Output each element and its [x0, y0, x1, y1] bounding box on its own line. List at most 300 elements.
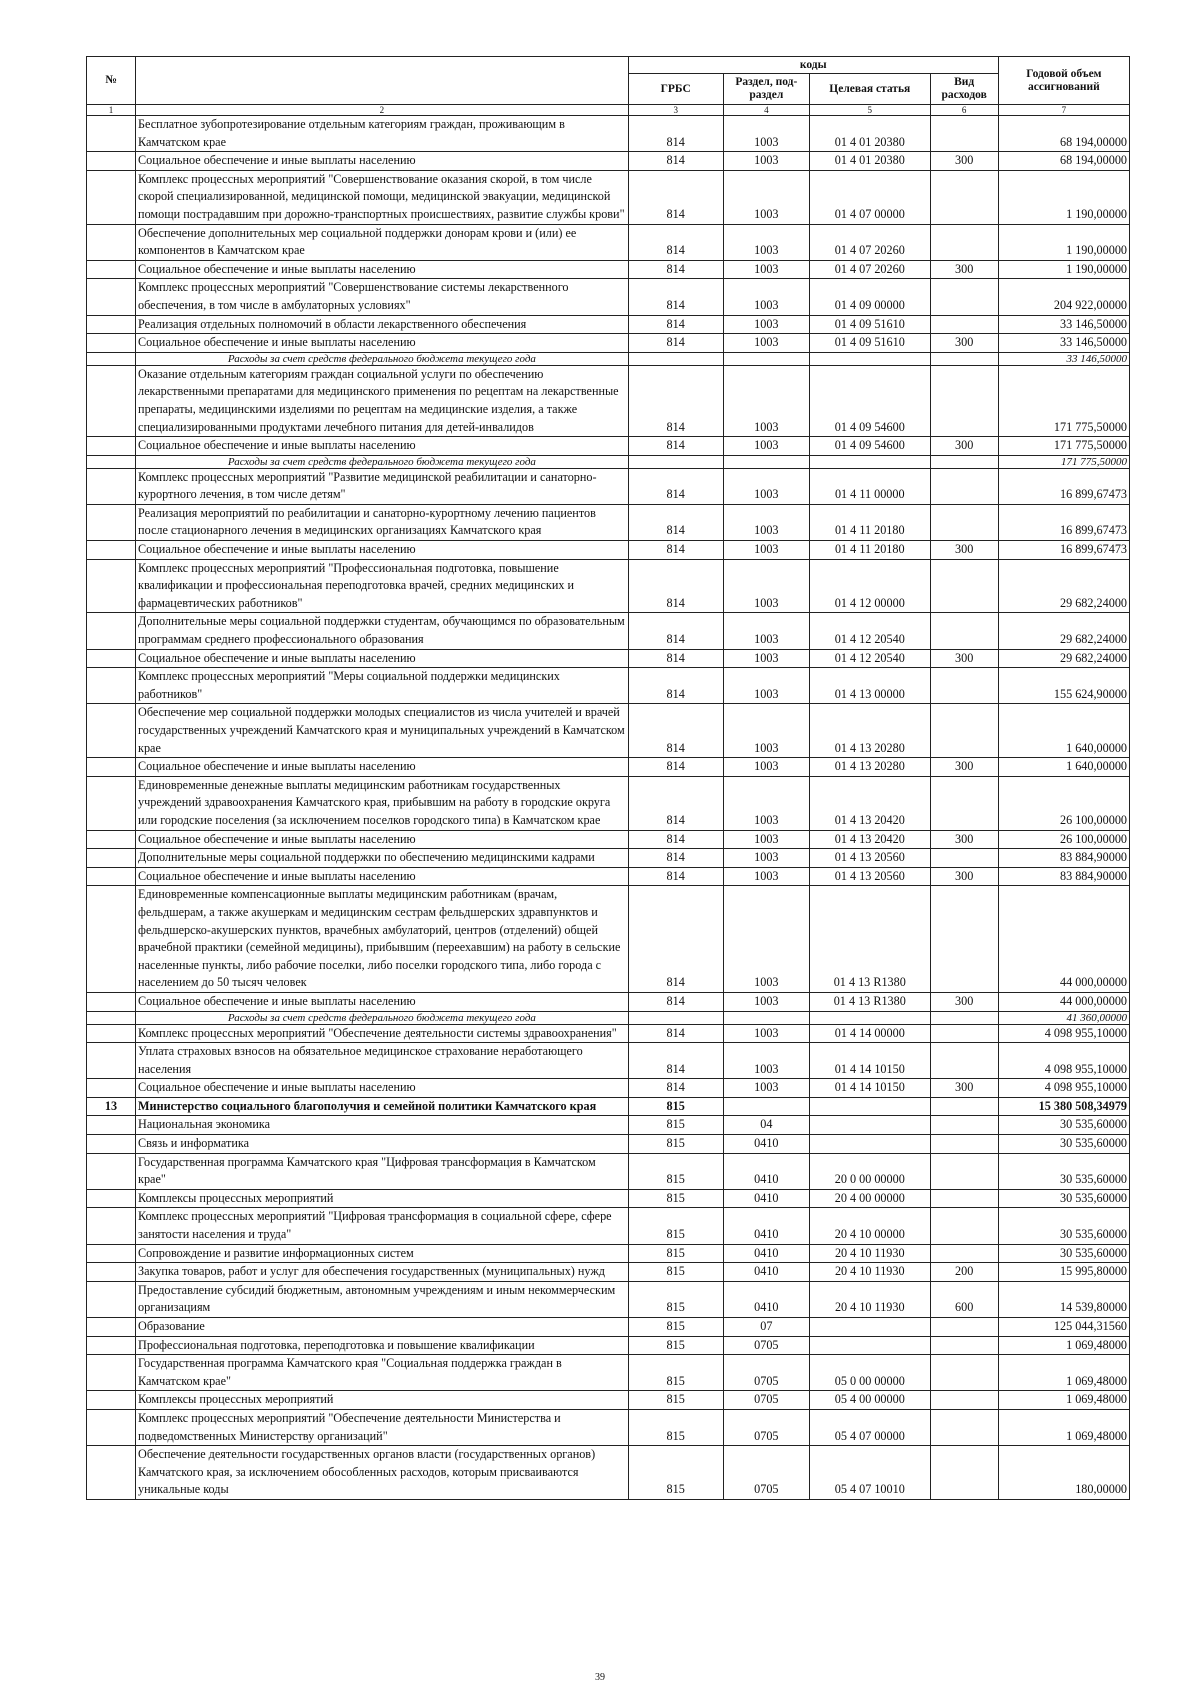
target-article-code: 01 4 07 00000: [810, 170, 931, 224]
page-number: 39: [595, 1672, 605, 1683]
row-number: [87, 1135, 136, 1154]
amount: 1 069,48000: [998, 1355, 1129, 1391]
amount: 83 884,90000: [998, 849, 1129, 868]
amount: 171 775,50000: [998, 455, 1129, 468]
grbs-code: 814: [628, 992, 723, 1011]
table-row: [87, 613, 1130, 649]
row-number: [87, 1281, 136, 1317]
target-article-code: 01 4 09 51610: [810, 315, 931, 334]
section-code: 1003: [723, 886, 809, 993]
item-name: Дополнительные меры социальной поддержки студентам, обучающимся по образовательным программам среднего профессионального образования: [136, 613, 629, 649]
amount: 44 000,00000: [998, 886, 1129, 993]
target-article-code: 01 4 14 10150: [810, 1079, 931, 1098]
grbs-code: 814: [628, 365, 723, 436]
amount: 1 069,48000: [998, 1409, 1129, 1445]
amount: 68 194,00000: [998, 116, 1129, 152]
row-number: [87, 1263, 136, 1282]
target-article-code: 20 4 10 11930: [810, 1281, 931, 1317]
target-article-code: 01 4 13 R1380: [810, 992, 931, 1011]
amount: 204 922,00000: [998, 279, 1129, 315]
table-row: [87, 365, 1130, 436]
section-code: 1003: [723, 504, 809, 540]
row-number: [87, 334, 136, 353]
target-article-code: 01 4 11 20180: [810, 504, 931, 540]
section-code: 1003: [723, 992, 809, 1011]
target-article-code: [810, 352, 931, 365]
grbs-code: 815: [628, 1318, 723, 1337]
item-name: Государственная программа Камчатского края "Социальная поддержка граждан в Камчатском крае": [136, 1355, 629, 1391]
expense-kind-code: 300: [930, 867, 998, 886]
item-name: Реализация отдельных полномочий в области лекарственного обеспечения: [136, 315, 629, 334]
expense-kind-code: [930, 1116, 998, 1135]
target-article-code: 01 4 13 20560: [810, 867, 931, 886]
section-code: 0410: [723, 1153, 809, 1189]
col-index: 6: [930, 105, 998, 116]
table-row: [87, 224, 1130, 260]
item-name: Комплекс процессных мероприятий "Развитие медицинской реабилитации и санаторно-курортного лечения, в том числе детям": [136, 468, 629, 504]
grbs-code: 814: [628, 260, 723, 279]
appropriations-table: [86, 56, 1130, 1500]
section-code: 1003: [723, 260, 809, 279]
amount: 33 146,50000: [998, 352, 1129, 365]
section-code: 1003: [723, 758, 809, 777]
amount: 29 682,24000: [998, 649, 1129, 668]
table-row: [87, 830, 1130, 849]
row-number: [87, 1244, 136, 1263]
section-code: 1003: [723, 830, 809, 849]
section-code: 1003: [723, 279, 809, 315]
grbs-code: 814: [628, 334, 723, 353]
expense-kind-code: [930, 315, 998, 334]
target-article-code: 01 4 12 20540: [810, 649, 931, 668]
section-code: 0705: [723, 1446, 809, 1500]
expense-kind-code: [930, 613, 998, 649]
grbs-code: 814: [628, 849, 723, 868]
section-code: 1003: [723, 334, 809, 353]
expense-kind-code: 300: [930, 334, 998, 353]
expense-kind-code: [930, 1153, 998, 1189]
expense-kind-code: [930, 1391, 998, 1410]
grbs-code: 815: [628, 1409, 723, 1445]
table-row: [87, 1409, 1130, 1445]
expense-kind-code: 200: [930, 1263, 998, 1282]
target-article-code: 01 4 12 00000: [810, 559, 931, 613]
row-number: [87, 1446, 136, 1500]
target-article-code: 01 4 09 54600: [810, 365, 931, 436]
table-row: [87, 1011, 1130, 1024]
section-code: 1003: [723, 152, 809, 171]
table-row: [87, 992, 1130, 1011]
amount: 1 069,48000: [998, 1336, 1129, 1355]
table-row: [87, 468, 1130, 504]
expense-kind-code: [930, 468, 998, 504]
section-code: 0705: [723, 1355, 809, 1391]
target-article-code: 01 4 09 00000: [810, 279, 931, 315]
table-row: [87, 1189, 1130, 1208]
item-name: Предоставление субсидий бюджетным, автономным учреждениям и иным некоммерческим организациям: [136, 1281, 629, 1317]
grbs-code: 814: [628, 867, 723, 886]
item-name: Расходы за счет средств федерального бюджета текущего года: [136, 1011, 629, 1024]
section-code: 1003: [723, 437, 809, 456]
target-article-code: 01 4 07 20260: [810, 260, 931, 279]
grbs-header: ГРБС: [628, 74, 723, 105]
amount: 1 190,00000: [998, 260, 1129, 279]
table-row: [87, 668, 1130, 704]
row-number: [87, 455, 136, 468]
section-code: 1003: [723, 776, 809, 830]
amount: 30 535,60000: [998, 1189, 1129, 1208]
grbs-code: 814: [628, 668, 723, 704]
row-number: [87, 170, 136, 224]
expense-kind-code: 300: [930, 541, 998, 560]
amount: 26 100,00000: [998, 776, 1129, 830]
expense-kind-code: [930, 1244, 998, 1263]
target-article-header: Целевая статья: [810, 74, 931, 105]
item-name: Комплекс процессных мероприятий "Обеспечение деятельности Министерства и подведомственных Министерству организаций": [136, 1409, 629, 1445]
amount: 15 380 508,34979: [998, 1097, 1129, 1116]
amount: 26 100,00000: [998, 830, 1129, 849]
target-article-code: 01 4 13 20280: [810, 758, 931, 777]
item-name: Социальное обеспечение и иные выплаты населению: [136, 758, 629, 777]
table-row: [87, 1318, 1130, 1337]
amount: 30 535,60000: [998, 1244, 1129, 1263]
amount: 4 098 955,10000: [998, 1043, 1129, 1079]
row-number: [87, 152, 136, 171]
amount: 29 682,24000: [998, 613, 1129, 649]
amount: 33 146,50000: [998, 334, 1129, 353]
table-row: [87, 541, 1130, 560]
expense-kind-code: [930, 1355, 998, 1391]
row-number: [87, 1043, 136, 1079]
amount: 4 098 955,10000: [998, 1079, 1129, 1098]
grbs-code: 815: [628, 1135, 723, 1154]
target-article-code: 01 4 13 20560: [810, 849, 931, 868]
expense-kind-code: [930, 224, 998, 260]
target-article-code: 05 4 07 00000: [810, 1409, 931, 1445]
table-row: [87, 1263, 1130, 1282]
row-number: [87, 468, 136, 504]
table-row: [87, 1208, 1130, 1244]
row-number: [87, 1011, 136, 1024]
row-number: [87, 1153, 136, 1189]
amount: 30 535,60000: [998, 1135, 1129, 1154]
target-article-code: 01 4 13 R1380: [810, 886, 931, 993]
expense-kind-code: [930, 1409, 998, 1445]
target-article-code: 20 4 10 11930: [810, 1244, 931, 1263]
amount: 16 899,67473: [998, 504, 1129, 540]
expense-kind-code: [930, 1336, 998, 1355]
item-name: Социальное обеспечение и иные выплаты населению: [136, 152, 629, 171]
section-code: 1003: [723, 849, 809, 868]
target-article-code: 01 4 11 20180: [810, 541, 931, 560]
item-name: Образование: [136, 1318, 629, 1337]
grbs-code: 814: [628, 649, 723, 668]
table-row: [87, 559, 1130, 613]
item-name: Уплата страховых взносов на обязательное медицинское страхование неработающего населения: [136, 1043, 629, 1079]
section-code: 0410: [723, 1244, 809, 1263]
table-row: [87, 1116, 1130, 1135]
expense-kind-code: [930, 776, 998, 830]
section-code: 1003: [723, 1043, 809, 1079]
row-number: [87, 1391, 136, 1410]
section-code: 04: [723, 1116, 809, 1135]
col-index: 1: [87, 105, 136, 116]
table-row: [87, 116, 1130, 152]
amount: 33 146,50000: [998, 315, 1129, 334]
grbs-code: 815: [628, 1281, 723, 1317]
expense-kind-code: [930, 668, 998, 704]
expense-kind-code: [930, 170, 998, 224]
section-code: 1003: [723, 116, 809, 152]
section-code: 1003: [723, 1024, 809, 1043]
expense-kind-code: [930, 1189, 998, 1208]
item-name: Реализация мероприятий по реабилитации и санаторно-курортному лечению пациентов после стационарного лечения в медицинских организациях Камчатского края: [136, 504, 629, 540]
section-code: 0410: [723, 1189, 809, 1208]
section-code: 1003: [723, 1079, 809, 1098]
item-name: Комплекс процессных мероприятий "Профессиональная подготовка, повышение квалификации и профессиональная переподготовка врачей, средних медицинских и фармацевтических работников": [136, 559, 629, 613]
item-name: Профессиональная подготовка, переподготовка и повышение квалификации: [136, 1336, 629, 1355]
target-article-code: [810, 1011, 931, 1024]
row-number: [87, 279, 136, 315]
amount: 30 535,60000: [998, 1208, 1129, 1244]
table-row: [87, 1244, 1130, 1263]
item-name: Единовременные денежные выплаты медицинским работникам государственных учреждений здравоохранения Камчатского края, прибывшим на работу в городские округа или городские поселения (за исключением поселков городского типа) в Камчатском крае: [136, 776, 629, 830]
section-code: 1003: [723, 668, 809, 704]
expense-kind-code: 300: [930, 260, 998, 279]
row-number: [87, 116, 136, 152]
row-number: [87, 1336, 136, 1355]
section-code: 0705: [723, 1409, 809, 1445]
table-row: [87, 1097, 1130, 1116]
amount: 171 775,50000: [998, 437, 1129, 456]
target-article-code: [810, 1318, 931, 1337]
row-number: [87, 1116, 136, 1135]
expense-kind-code: 600: [930, 1281, 998, 1317]
row-number: [87, 1079, 136, 1098]
target-article-code: 01 4 11 00000: [810, 468, 931, 504]
row-number: [87, 992, 136, 1011]
row-number: [87, 1409, 136, 1445]
section-code: 1003: [723, 468, 809, 504]
grbs-code: 814: [628, 776, 723, 830]
row-number: [87, 315, 136, 334]
expense-kind-code: [930, 455, 998, 468]
row-number: [87, 1318, 136, 1337]
grbs-code: 815: [628, 1153, 723, 1189]
grbs-code: 814: [628, 279, 723, 315]
table-row: [87, 1391, 1130, 1410]
table-row: [87, 1024, 1130, 1043]
amount: 29 682,24000: [998, 559, 1129, 613]
expense-kind-code: [930, 1097, 998, 1116]
target-article-code: 01 4 01 20380: [810, 116, 931, 152]
row-number: [87, 437, 136, 456]
target-article-code: [810, 455, 931, 468]
amount: 30 535,60000: [998, 1153, 1129, 1189]
grbs-code: 814: [628, 504, 723, 540]
amount: 44 000,00000: [998, 992, 1129, 1011]
expense-kind-code: [930, 559, 998, 613]
section-code: 0705: [723, 1391, 809, 1410]
item-name: Социальное обеспечение и иные выплаты населению: [136, 334, 629, 353]
item-name: Оказание отдельным категориям граждан социальной услуги по обеспечению лекарственными препаратами для медицинского применения по рецептам на лекарственные препараты, медицинскими изделиями по рецептам на медицинские изделия, а также специализированными продуктами лечебного питания для детей-инвалидов: [136, 365, 629, 436]
table-row: [87, 152, 1130, 171]
grbs-code: 814: [628, 541, 723, 560]
grbs-code: [628, 352, 723, 365]
target-article-code: 01 4 13 20420: [810, 776, 931, 830]
item-name: Комплексы процессных мероприятий: [136, 1189, 629, 1208]
amount: 180,00000: [998, 1446, 1129, 1500]
table-row: [87, 758, 1130, 777]
item-name: Дополнительные меры социальной поддержки по обеспечению медицинскими кадрами: [136, 849, 629, 868]
amount: 155 624,90000: [998, 668, 1129, 704]
expense-kind-code: [930, 279, 998, 315]
item-name: Социальное обеспечение и иные выплаты населению: [136, 541, 629, 560]
table-row: [87, 867, 1130, 886]
row-number: [87, 776, 136, 830]
expense-kind-code: 300: [930, 437, 998, 456]
amount: 1 640,00000: [998, 758, 1129, 777]
grbs-code: 815: [628, 1097, 723, 1116]
grbs-code: 814: [628, 116, 723, 152]
row-number: [87, 668, 136, 704]
table-row: [87, 1446, 1130, 1500]
row-number: [87, 1355, 136, 1391]
section-code: [723, 352, 809, 365]
expense-kind-code: 300: [930, 830, 998, 849]
item-name: Социальное обеспечение и иные выплаты населению: [136, 260, 629, 279]
amount: 125 044,31560: [998, 1318, 1129, 1337]
row-number: [87, 559, 136, 613]
item-name: Единовременные компенсационные выплаты медицинским работникам (врачам, фельдшерам, а также акушеркам и медицинским сестрам фельдшерских здравпунктов и фельдшерско-акушерских пунктов, врачебных амбулаторий, центров (отделений) общей врачебной практики (семейной медицины), прибывшим (переехавшим) на работу в сельские населенные пункты, либо рабочие поселки, либо поселки городского типа, либо города с населением до 50 тысяч человек: [136, 886, 629, 993]
grbs-code: 815: [628, 1244, 723, 1263]
grbs-code: 815: [628, 1336, 723, 1355]
grbs-code: 814: [628, 1079, 723, 1098]
table-row: [87, 1281, 1130, 1317]
item-name: Социальное обеспечение и иные выплаты населению: [136, 867, 629, 886]
expense-kind-code: 300: [930, 649, 998, 668]
amount: 15 995,80000: [998, 1263, 1129, 1282]
section-code: 1003: [723, 365, 809, 436]
amount: 68 194,00000: [998, 152, 1129, 171]
table-row: [87, 1355, 1130, 1391]
item-name: Закупка товаров, работ и услуг для обеспечения государственных (муниципальных) нужд: [136, 1263, 629, 1282]
table-row: [87, 279, 1130, 315]
expense-kind-code: 300: [930, 1079, 998, 1098]
item-name: Связь и информатика: [136, 1135, 629, 1154]
target-article-code: 01 4 13 20280: [810, 704, 931, 758]
grbs-code: 815: [628, 1355, 723, 1391]
section-code: 1003: [723, 224, 809, 260]
item-name: Обеспечение мер социальной поддержки молодых специалистов из числа учителей и врачей государственных учреждений Камчатского края и муниципальных учреждений в Камчатском крае: [136, 704, 629, 758]
section-code: [723, 455, 809, 468]
table-row: [87, 504, 1130, 540]
item-name: Социальное обеспечение и иные выплаты населению: [136, 1079, 629, 1098]
col-index: 2: [136, 105, 629, 116]
target-article-code: 01 4 09 54600: [810, 437, 931, 456]
item-name: Комплекс процессных мероприятий "Меры социальной поддержки медицинских работников": [136, 668, 629, 704]
expense-kind-code: [930, 849, 998, 868]
table-row: [87, 1043, 1130, 1079]
amount: 14 539,80000: [998, 1281, 1129, 1317]
item-name: Комплекс процессных мероприятий "Обеспечение деятельности системы здравоохранения": [136, 1024, 629, 1043]
target-article-code: 01 4 01 20380: [810, 152, 931, 171]
grbs-code: 815: [628, 1208, 723, 1244]
expense-kind-code: [930, 1043, 998, 1079]
row-number: [87, 1024, 136, 1043]
row-number: [87, 504, 136, 540]
row-number: [87, 830, 136, 849]
section-code: 1003: [723, 613, 809, 649]
amount: 1 190,00000: [998, 224, 1129, 260]
grbs-code: 814: [628, 704, 723, 758]
section-code: 0410: [723, 1281, 809, 1317]
target-article-code: 20 4 10 00000: [810, 1208, 931, 1244]
expense-kind-code: 300: [930, 152, 998, 171]
table-row: [87, 170, 1130, 224]
grbs-code: 815: [628, 1446, 723, 1500]
grbs-code: 814: [628, 170, 723, 224]
item-name: Комплекс процессных мероприятий "Совершенствование системы лекарственного обеспечения, в том числе в амбулаторных условиях": [136, 279, 629, 315]
grbs-code: 815: [628, 1391, 723, 1410]
item-name: Министерство социального благополучия и семейной политики Камчатского края: [136, 1097, 629, 1116]
target-article-code: 01 4 13 20420: [810, 830, 931, 849]
target-article-code: 05 4 07 10010: [810, 1446, 931, 1500]
expense-kind-code: [930, 365, 998, 436]
col-number-header: №: [87, 57, 136, 105]
grbs-code: 815: [628, 1263, 723, 1282]
expense-kind-code: [930, 1011, 998, 1024]
table-row: [87, 1079, 1130, 1098]
item-name: Обеспечение дополнительных мер социальной поддержки донорам крови и (или) ее компонентов в Камчатском крае: [136, 224, 629, 260]
target-article-code: 01 4 13 00000: [810, 668, 931, 704]
expense-kind-code: 300: [930, 758, 998, 777]
amount: 1 069,48000: [998, 1391, 1129, 1410]
expense-kind-code: [930, 1135, 998, 1154]
item-name: Расходы за счет средств федерального бюджета текущего года: [136, 455, 629, 468]
target-article-code: 01 4 09 51610: [810, 334, 931, 353]
expense-kind-code: [930, 1208, 998, 1244]
item-name: Комплексы процессных мероприятий: [136, 1391, 629, 1410]
item-name: Бесплатное зубопротезирование отдельным категориям граждан, проживающим в Камчатском крае: [136, 116, 629, 152]
item-name: Государственная программа Камчатского края "Цифровая трансформация в Камчатском крае": [136, 1153, 629, 1189]
row-number: [87, 224, 136, 260]
row-number: [87, 849, 136, 868]
row-number: [87, 1208, 136, 1244]
amount: 4 098 955,10000: [998, 1024, 1129, 1043]
row-number: [87, 613, 136, 649]
amount: 83 884,90000: [998, 867, 1129, 886]
grbs-code: 814: [628, 559, 723, 613]
target-article-code: 20 0 00 00000: [810, 1153, 931, 1189]
expense-kind-code: [930, 704, 998, 758]
grbs-code: 814: [628, 886, 723, 993]
grbs-code: 814: [628, 613, 723, 649]
col-index: 5: [810, 105, 931, 116]
section-code: 1003: [723, 559, 809, 613]
target-article-code: [810, 1135, 931, 1154]
row-number: [87, 1189, 136, 1208]
grbs-code: 814: [628, 315, 723, 334]
table-row: [87, 437, 1130, 456]
grbs-code: 814: [628, 152, 723, 171]
amount: 171 775,50000: [998, 365, 1129, 436]
grbs-code: [628, 455, 723, 468]
table-row: [87, 334, 1130, 353]
expense-kind-code: [930, 352, 998, 365]
row-number: [87, 758, 136, 777]
table-row: [87, 260, 1130, 279]
